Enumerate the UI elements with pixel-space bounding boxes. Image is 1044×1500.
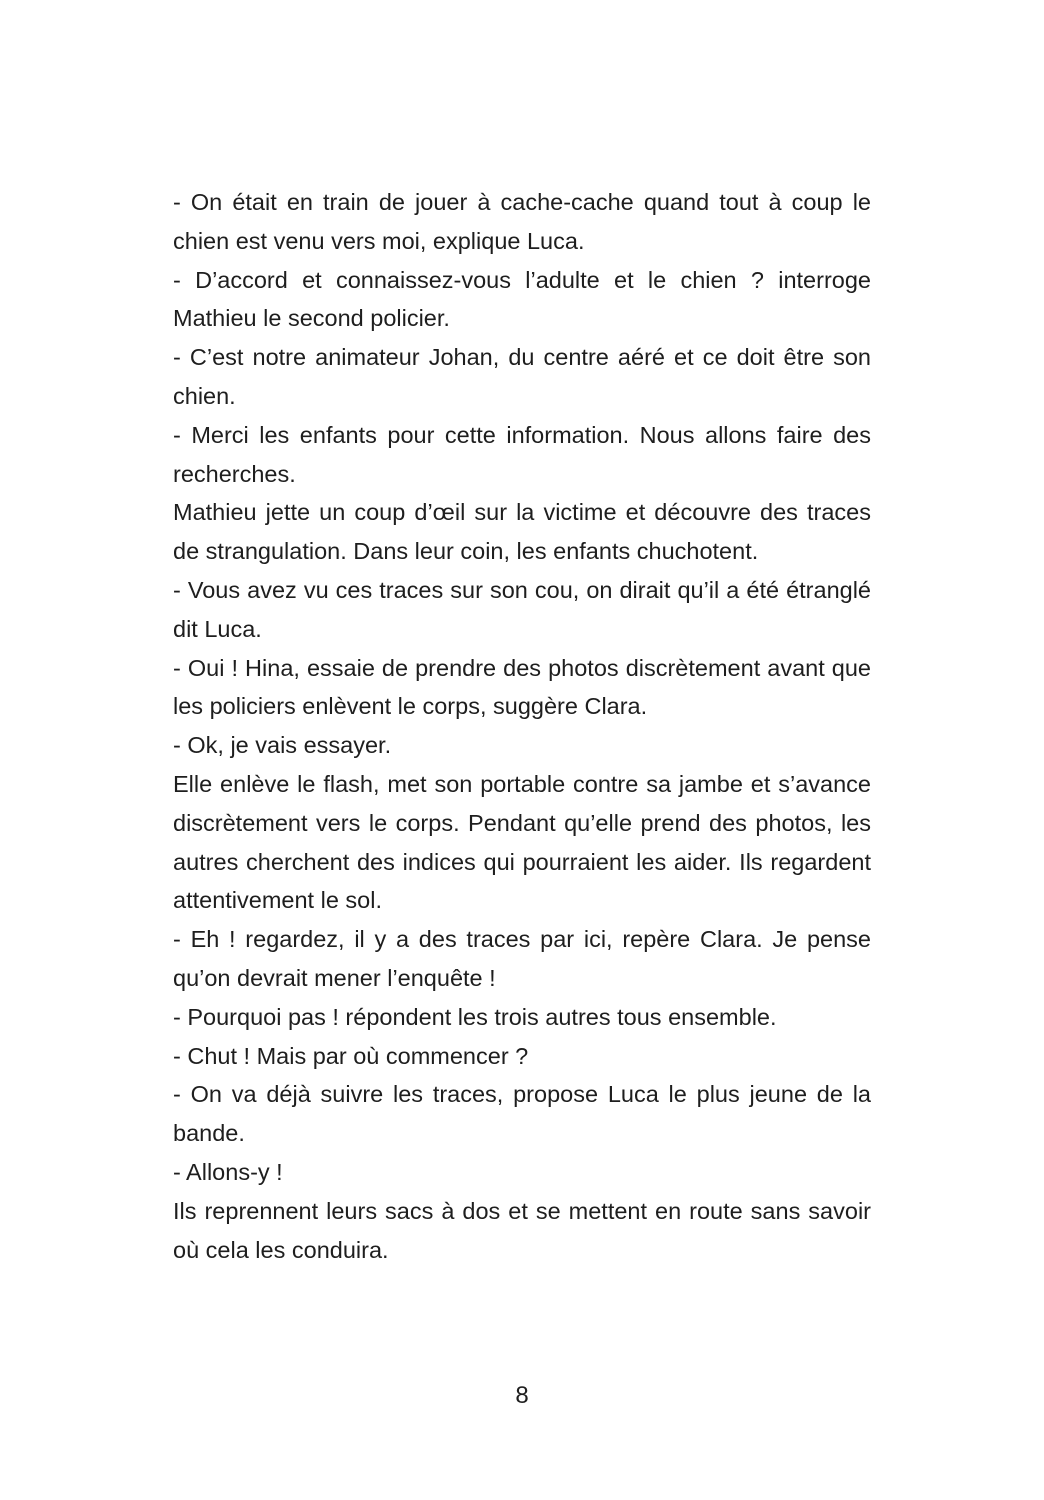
- paragraph: - Allons-y !: [173, 1158, 283, 1185]
- paragraph: - Oui ! Hina, essaie de prendre des photos discrètement avant que les policiers enlèvent le corps, suggère Clara.: [173, 654, 871, 720]
- paragraph: - Eh ! regardez, il y a des traces par ici, repère Clara. Je pense qu’on devrait mener l’enquête !: [173, 926, 871, 991]
- paragraph: - On était en train de jouer à cache-cache quand tout à coup le chien est venu vers moi, explique Luca.: [173, 189, 871, 254]
- paragraph: - C’est notre animateur Johan, du centre aéré et ce doit être son chien.: [173, 344, 871, 409]
- paragraph: - D’accord et connaissez-vous l’adulte et le chien ? interroge Mathieu le second policier.: [173, 266, 871, 332]
- paragraph: - Vous avez vu ces traces sur son cou, on dirait qu’il a été étranglé dit Luca.: [173, 576, 871, 642]
- paragraph: - On va déjà suivre les traces, propose Luca le plus jeune de la bande.: [173, 1081, 871, 1147]
- paragraph: Ils reprennent leurs sacs à dos et se mettent en route sans savoir où cela les conduira.: [173, 1197, 871, 1263]
- paragraph: - Ok, je vais essayer.: [173, 732, 392, 759]
- paragraph: Mathieu jette un coup d’œil sur la victime et découvre des traces de strangulation. Dans leur coin, les enfants chuchotent.: [173, 499, 871, 565]
- paragraph: - Pourquoi pas ! répondent les trois autres tous ensemble.: [173, 1003, 777, 1030]
- paragraph: - Merci les enfants pour cette information. Nous allons faire des recherches.: [173, 421, 871, 487]
- body-text: [173, 183, 871, 1269]
- paragraph: - Chut ! Mais par où commencer ?: [173, 1042, 529, 1069]
- page-number: 8: [515, 1382, 529, 1409]
- paragraph: Elle enlève le flash, met son portable contre sa jambe et s’avance discrètement vers le corps. Pendant qu’elle prend des photos, les autres cherchent des indices qui pourraient les aider. Ils regardent attentivement le sol.: [173, 770, 871, 914]
